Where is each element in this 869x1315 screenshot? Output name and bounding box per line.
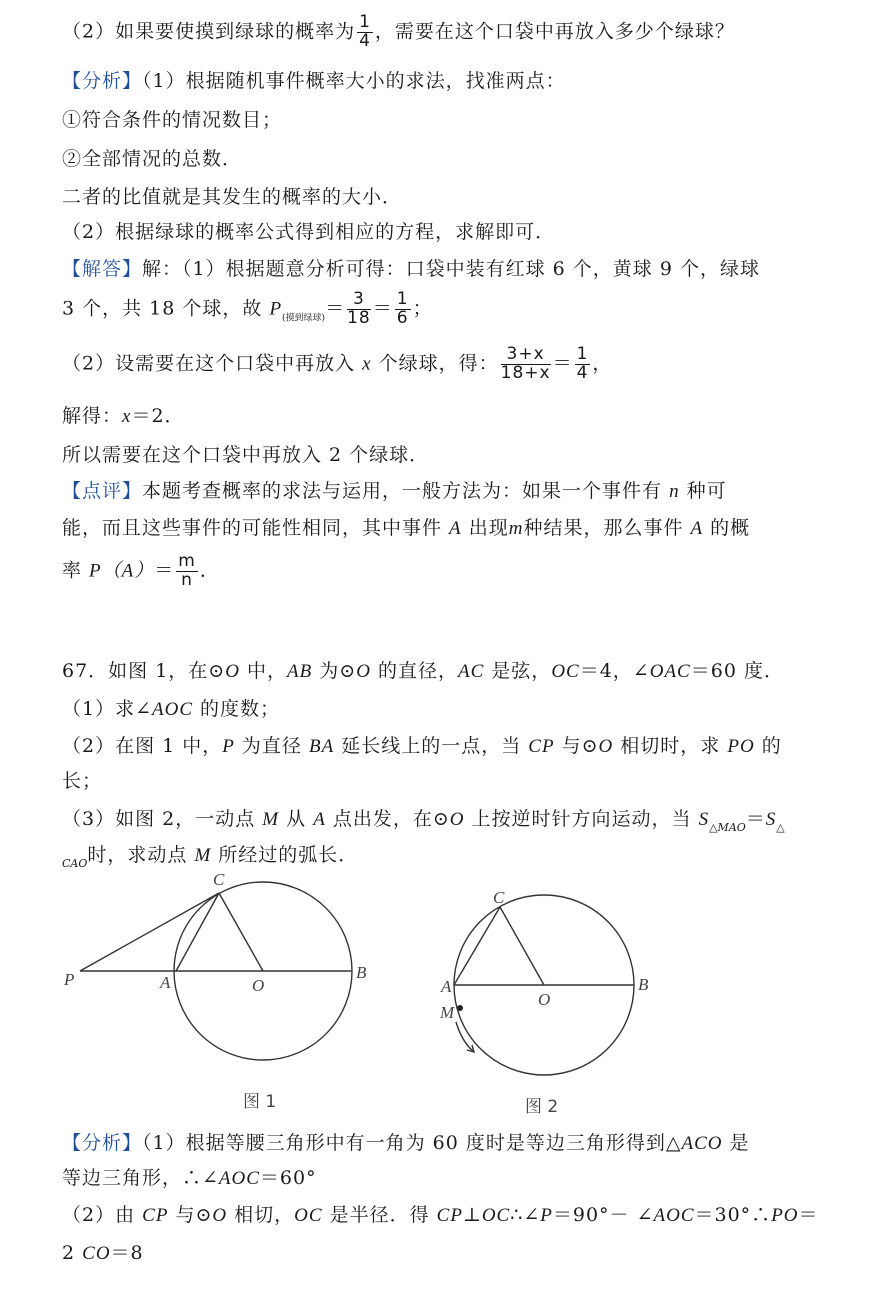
analysis2-line-4: 2 CO＝8 (62, 1242, 144, 1264)
comment-tag: 【点评】 (62, 480, 143, 502)
analysis-line-2: ①符合条件的情况数目； (62, 109, 283, 131)
figure-2-label-m: M (440, 1003, 455, 1022)
figure-2-label-a: A (441, 977, 452, 996)
solution-tag: 【解答】 (62, 258, 143, 280)
analysis2-tag: 【分析】 (62, 1132, 143, 1154)
figure-1 (80, 882, 352, 1060)
figure-2-label-o: O (538, 990, 551, 1009)
solution-line-3: （2）设需要在这个口袋中再放入 x 个绿球，得： $\frac{3+x}{18+x}$ ＝ $\frac{1}{4}$ ， (62, 344, 613, 383)
problem-67-part-3-cont: $_{CAO}$时，求动点 M 所经过的弧长． (62, 844, 359, 870)
fraction-3-18: $\frac{3}{18}$ (347, 289, 371, 328)
figure-2-label-b: B (638, 975, 649, 994)
figure-1-label-b: B (356, 963, 367, 982)
figure-1-caption: 图 1 (243, 1092, 277, 1112)
analysis-line-5: （2）根据绿球的概率公式得到相应的方程，求解即可． (62, 221, 556, 243)
fraction-1-4: $\frac{1}{4}$ (576, 344, 589, 383)
analysis-line-4: 二者的比值就是其发生的概率的大小． (62, 186, 403, 208)
figure-2-caption: 图 2 (525, 1097, 559, 1117)
analysis2-line-3: （2）由 CP 与⊙O 相切，OC 是半径．得 CP⊥OC∴∠P＝90°－ ∠AOC＝30°∴PO＝ (62, 1204, 819, 1226)
fraction-one-quarter: $\frac{1}{4}$ (359, 12, 371, 51)
analysis2-line-1: 【分析】（1）根据等腰三角形中有一角为 60 度时是等边三角形得到△ACO 是 (62, 1132, 750, 1154)
figure-2-chord-ac (454, 907, 500, 985)
analysis-line-1: 【分析】（1）根据随机事件概率大小的求法，找准两点： (62, 70, 566, 92)
figure-2-radius-oc (500, 907, 544, 985)
question-2: （2）如果要使摸到绿球的概率为 $\frac{1}{4}$ ，需要在这个口袋中再放入多少个绿球？ (62, 12, 735, 51)
analysis-tag: 【分析】 (62, 70, 143, 92)
figure-2-point-m (457, 1005, 463, 1011)
problem-67-part-1: （1）求∠AOC 的度数； (62, 698, 281, 720)
comment-line-1: 【点评】本题考查概率的求法与运用，一般方法为：如果一个事件有 n 种可 (62, 480, 727, 502)
figure-1-radius-oc (219, 893, 263, 971)
fraction-m-n: $\frac{m}{n}$ (178, 551, 196, 590)
solution-line-5: 所以需要在这个口袋中再放入 2 个绿球． (62, 444, 430, 466)
comment-line-2: 能，而且这些事件的可能性相同，其中事件 A 出现m种结果，那么事件 A 的概 (62, 517, 751, 539)
fraction-1-6: $\frac{1}{6}$ (396, 289, 409, 328)
comment-line-3: 率 P（A）＝ $\frac{m}{n}$ ． (62, 551, 220, 590)
solution-line-4: 解得：x＝2． (62, 405, 185, 427)
analysis-line-3: ②全部情况的总数． (62, 148, 243, 170)
figure-1-label-o: O (252, 976, 265, 995)
problem-67-stem: 67．如图 1，在⊙O 中，AB 为⊙O 的直径，AC 是弦，OC＝4，∠OAC＝60 度． (62, 660, 784, 682)
solution-line-2: 3 个，共 18 个球，故 $P_{(摸到绿球)}=$ $\frac{3}{18}$ ＝ $\frac{1}{6}$ ； (62, 289, 433, 328)
fraction-3x-18x: $\frac{3+x}{18+x}$ (500, 344, 551, 383)
analysis2-line-2: 等边三角形，∴∠AOC＝60° (62, 1167, 317, 1189)
figure-2 (454, 895, 634, 1075)
figure-2-label-c: C (493, 888, 505, 907)
figure-1-label-c: C (213, 870, 225, 889)
geometry-figures (0, 860, 869, 1125)
problem-67-part-2-cont: 长； (62, 770, 103, 792)
figure-1-label-a: A (160, 973, 171, 992)
figure-1-label-p: P (64, 970, 75, 989)
problem-67-part-2: （2）在图 1 中，P 为直径 BA 延长线上的一点，当 CP 与⊙O 相切时，求 PO 的 (62, 735, 782, 757)
problem-67-part-3: （3）如图 2，一动点 M 从 A 点出发，在⊙O 上按逆时针方向运动，当 $S_{\triangle MAO}=S_\triangle$ (62, 808, 785, 834)
solution-line-1: 【解答】解：（1）根据题意分析可得：口袋中装有红球 6 个，黄球 9 个，绿球 (62, 258, 760, 280)
